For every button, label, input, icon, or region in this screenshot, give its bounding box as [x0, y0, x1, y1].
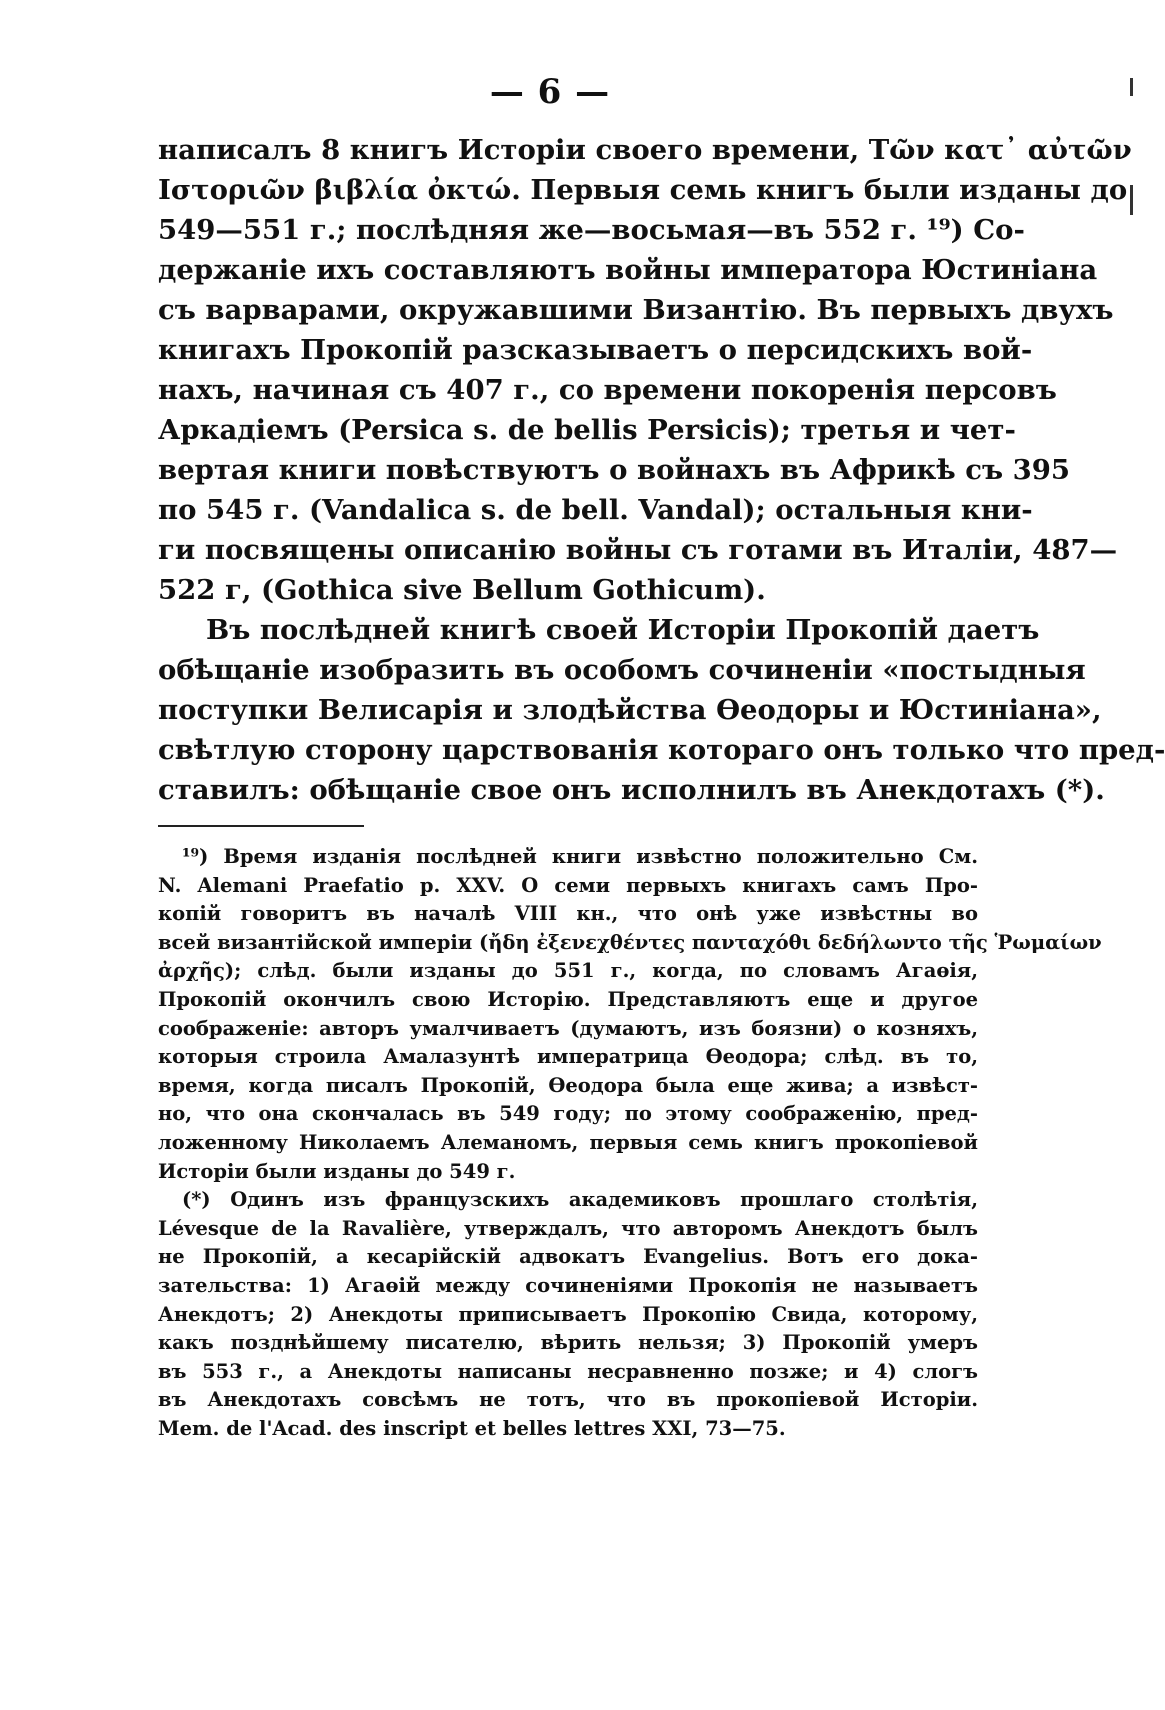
footnote-line: зательства: 1) Агаөій между сочиненіями Прокопія не называетъ — [158, 1273, 978, 1297]
main-text — [158, 130, 1165, 810]
footnote-line: въ 553 г., а Анекдоты написаны несравненно позже; и 4) слогъ — [158, 1359, 978, 1383]
body-line: ги посвящены описанію войны съ готами въ Италіи, 487— — [158, 534, 1118, 566]
footnote-line: N. Alemani Praefatio p. XXV. О семи первыхъ книгахъ самъ Про- — [158, 873, 978, 897]
body-line: 549—551 г.; послѣдняя же—восьмая—въ 552 г. ¹⁹) Со- — [158, 214, 1025, 246]
footnote-line: но, что она скончалась въ 549 году; по этому соображенію, пред- — [158, 1102, 978, 1126]
scan-edge-mark — [1130, 185, 1133, 215]
footnote-line: Исторіи были изданы до 549 г. — [158, 1159, 516, 1183]
body-line: написалъ 8 книгъ Исторіи своего времени, Τῶν κατ᾿ αὐτῶν — [158, 134, 1132, 166]
footnote-line: ἀρχῆς); слѣд. были изданы до 551 г., когда, по словамъ Агаөія, — [158, 959, 978, 983]
footnote-line: (*) Одинъ изъ французскихъ академиковъ прошлаго столѣтія, — [182, 1188, 978, 1212]
body-line: по 545 г. (Vandalica s. de bell. Vandal); остальныя кни- — [158, 494, 1033, 526]
body-line: нахъ, начиная съ 407 г., со времени покоренія персовъ — [158, 374, 1057, 406]
footnote-line: копій говоритъ въ началѣ VIII кн., что онѣ уже извѣстны во — [158, 902, 978, 926]
footnote-line: ложенному Николаемъ Алеманомъ, первыя семь книгъ прокопіевой — [158, 1130, 978, 1154]
body-line: 522 г, (Gothica sive Bellum Gothicum). — [158, 574, 766, 606]
footnote-line: не Прокопій, а кесарійскій адвокатъ Evangelius. Вотъ его дока- — [158, 1245, 978, 1269]
body-line: Въ послѣдней книгѣ своей Исторіи Прокопій даетъ — [206, 614, 1040, 646]
body-line: Аркадіемъ (Persica s. de bellis Persicis); третья и чет- — [158, 414, 1016, 446]
footnote-line: соображеніе: авторъ умалчиваетъ (думаютъ, изъ боязни) о козняхъ, — [158, 1016, 978, 1040]
footnote-line: которыя строила Амалазунтѣ императрица Өеодора; слѣд. въ то, — [158, 1045, 978, 1069]
body-line: книгахъ Прокопій разсказываетъ о персидскихъ вой- — [158, 334, 1033, 366]
footnote-line: Lévesque de la Ravalière, утверждалъ, что авторомъ Анекдотъ былъ — [158, 1216, 978, 1240]
footnote-line: время, когда писалъ Прокопій, Өеодора была еще жива; а извѣст- — [158, 1073, 978, 1097]
scan-edge-mark — [1130, 78, 1133, 96]
body-line: ставилъ: обѣщаніе свое онъ исполнилъ въ Анекдотахъ (*). — [158, 774, 1105, 806]
body-line: обѣщаніе изобразить въ особомъ сочиненіи «постыдныя — [158, 654, 1086, 686]
footnote-line: всей византійской имперіи (ἤδη ἐξενεχθέντες πανταχόθι δεδήλωντο τῆς Ῥωμαίων — [158, 930, 1102, 954]
body-line: свѣтлую сторону царствованія котораго онъ только что пред- — [158, 734, 1165, 766]
body-line: держаніе ихъ составляютъ войны императора Юстиніана — [158, 254, 1098, 286]
footnote-line: въ Анекдотахъ совсѣмъ не тотъ, что въ прокопіевой Исторіи. — [158, 1388, 978, 1412]
footnote-line: ¹⁹) Время изданія послѣдней книги извѣстно положительно См. — [182, 845, 978, 868]
body-line: Ιστοριῶν βιβλία ὀκτώ. Первыя семь книгъ были изданы до — [158, 174, 1128, 206]
body-line: поступки Велисарія и злодѣйства Өеодоры и Юстиніана», — [158, 694, 1102, 726]
footnotes — [158, 843, 1102, 1443]
footnote-line: Анекдотъ; 2) Анекдоты приписываетъ Прокопію Свида, которому, — [158, 1302, 978, 1326]
page-number: — 6 — — [489, 72, 611, 112]
footnote-line: Прокопій окончилъ свою Исторію. Представляютъ еще и другое — [158, 987, 978, 1011]
footnote-divider — [158, 825, 364, 827]
footnote-line: Mem. de l'Acad. des inscript et belles lettres XXI, 73—75. — [158, 1416, 786, 1440]
body-line: вертая книги повѣствуютъ о войнахъ въ Африкѣ съ 395 — [158, 454, 1071, 486]
footnote-line: какъ позднѣйшему писателю, вѣрить нельзя; 3) Прокопій умеръ — [158, 1331, 978, 1355]
body-line: съ варварами, окружавшими Византію. Въ первыхъ двухъ — [158, 294, 1114, 326]
